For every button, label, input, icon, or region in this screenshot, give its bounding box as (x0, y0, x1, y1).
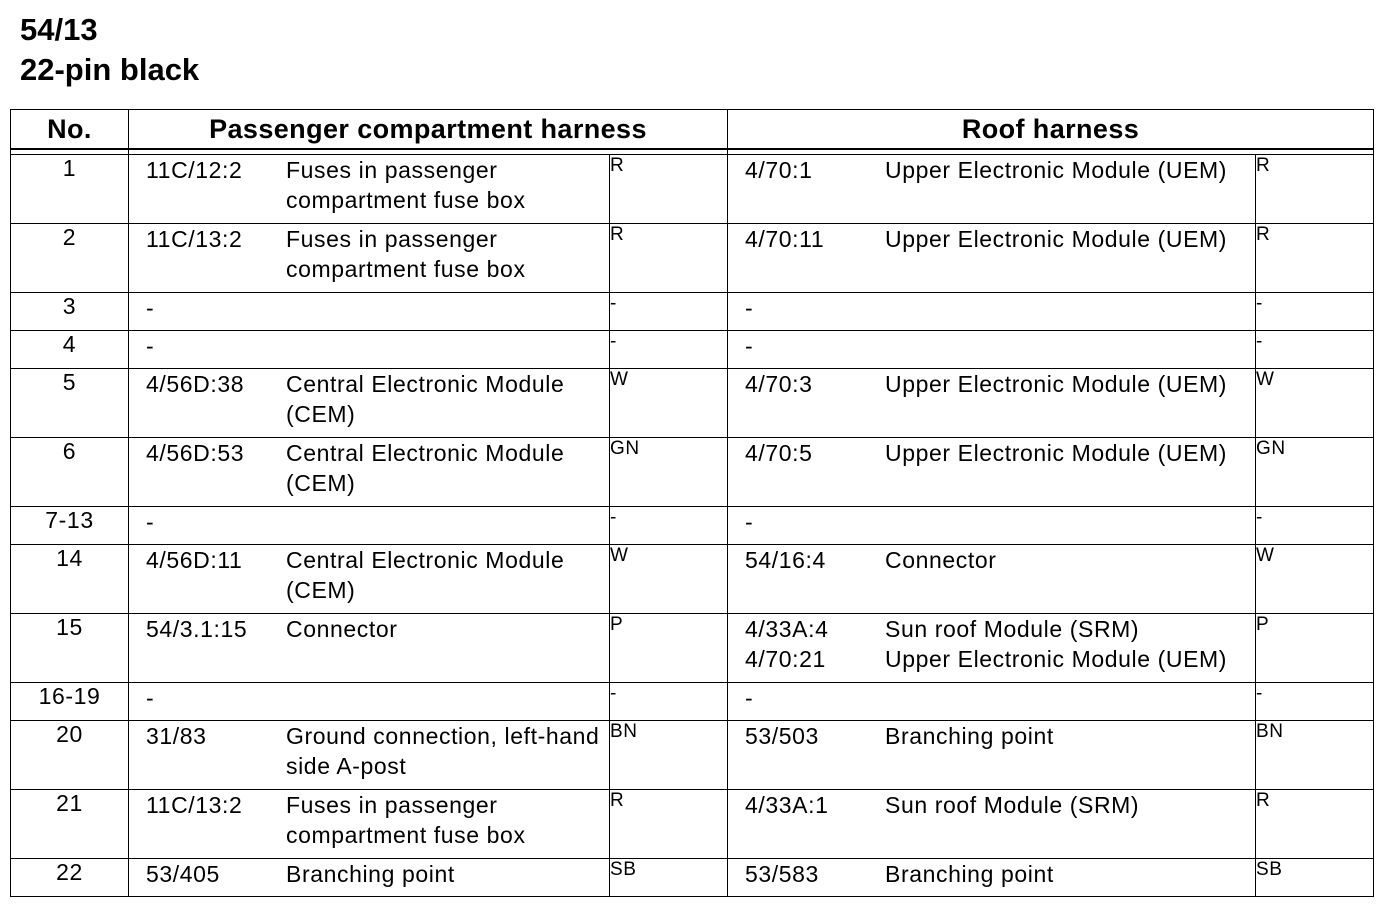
component-description: Ground connection, left-hand side A-post (286, 723, 600, 779)
pin-number: 16-19 (11, 683, 129, 721)
passenger-harness-cell (129, 293, 610, 331)
roof-harness-cell (728, 683, 1256, 721)
harness-entry (129, 331, 609, 361)
connector-ref: - (745, 295, 754, 321)
header-roof-harness: Roof harness (728, 110, 1374, 150)
roof-harness-cell (728, 721, 1256, 790)
pin-number: 14 (11, 545, 129, 614)
table-row (11, 369, 1374, 438)
passenger-wire-color: R (610, 155, 728, 224)
pin-table-body (11, 155, 1374, 897)
harness-entry (129, 545, 609, 605)
component-description: Connector (885, 547, 997, 573)
table-row (11, 293, 1374, 331)
roof-harness-cell (728, 614, 1256, 683)
connector-ref: 4/70:1 (745, 157, 813, 183)
component-description (286, 507, 609, 537)
component-description: Upper Electronic Module (UEM) (885, 646, 1228, 672)
component-description: Sun roof Module (SRM) (885, 792, 1140, 818)
component-description: Branching point (885, 723, 1054, 749)
roof-harness-cell (728, 545, 1256, 614)
component-description: Upper Electronic Module (UEM) (885, 371, 1228, 397)
connector-ref: 4/56D:53 (146, 440, 245, 466)
connector-ref: 54/16:4 (745, 547, 826, 573)
harness-entry (728, 155, 1255, 185)
connector-ref: 4/70:11 (745, 226, 825, 252)
roof-harness-cell (728, 369, 1256, 438)
harness-entry (129, 507, 609, 537)
passenger-wire-color: P (610, 614, 728, 683)
pin-number: 4 (11, 331, 129, 369)
connector-ref: 53/405 (146, 861, 220, 887)
table-row (11, 155, 1374, 224)
table-row (11, 224, 1374, 293)
passenger-harness-cell (129, 331, 610, 369)
passenger-harness-cell (129, 721, 610, 790)
harness-entry (728, 683, 1255, 713)
passenger-wire-color: - (610, 507, 728, 545)
connector-ref: - (146, 509, 155, 535)
component-description: Branching point (286, 861, 455, 887)
pin-table (10, 109, 1374, 897)
connector-ref: - (146, 295, 155, 321)
roof-harness-cell (728, 790, 1256, 859)
passenger-harness-cell (129, 790, 610, 859)
roof-harness-cell (728, 438, 1256, 507)
component-description: Fuses in passenger compartment fuse box (286, 157, 526, 213)
connector-ref: - (146, 333, 155, 359)
component-description (286, 683, 609, 713)
passenger-wire-color: GN (610, 438, 728, 507)
connector-ref: - (745, 509, 754, 535)
table-row (11, 545, 1374, 614)
passenger-wire-color: BN (610, 721, 728, 790)
component-description: Central Electronic Module (CEM) (286, 440, 565, 496)
roof-harness-cell (728, 155, 1256, 224)
component-description (885, 683, 1255, 713)
harness-entry (129, 683, 609, 713)
pin-number: 3 (11, 293, 129, 331)
table-row (11, 721, 1374, 790)
harness-entry (728, 438, 1255, 468)
component-description: Central Electronic Module (CEM) (286, 371, 565, 427)
roof-wire-color: BN (1256, 721, 1374, 790)
pin-number: 22 (11, 859, 129, 897)
component-description: Fuses in passenger compartment fuse box (286, 226, 526, 282)
pin-number: 1 (11, 155, 129, 224)
table-row (11, 614, 1374, 683)
passenger-wire-color: - (610, 331, 728, 369)
connector-ref: 54/3.1:15 (146, 616, 248, 642)
pin-number: 20 (11, 721, 129, 790)
component-description: Fuses in passenger compartment fuse box (286, 792, 526, 848)
table-row (11, 859, 1374, 897)
harness-entry (728, 545, 1255, 575)
connector-number: 54/13 (20, 12, 98, 47)
connector-ref: - (146, 685, 155, 711)
harness-entry (129, 155, 609, 215)
table-row (11, 438, 1374, 507)
passenger-harness-cell (129, 507, 610, 545)
roof-wire-color: R (1256, 155, 1374, 224)
harness-entry (129, 293, 609, 323)
harness-entry (129, 721, 609, 781)
component-description: Branching point (885, 861, 1054, 887)
passenger-harness-cell (129, 614, 610, 683)
harness-entry (129, 438, 609, 498)
connector-ref: 11C/13:2 (146, 226, 243, 252)
passenger-wire-color: SB (610, 859, 728, 897)
harness-entry (728, 507, 1255, 537)
pin-number: 6 (11, 438, 129, 507)
connector-ref: 53/503 (745, 723, 819, 749)
passenger-harness-cell (129, 683, 610, 721)
table-row (11, 790, 1374, 859)
harness-entry (129, 614, 609, 644)
connector-ref: - (745, 333, 754, 359)
passenger-harness-cell (129, 224, 610, 293)
connector-ref: 4/70:21 (745, 646, 826, 672)
passenger-harness-cell (129, 859, 610, 897)
passenger-wire-color: R (610, 790, 728, 859)
pin-number: 5 (11, 369, 129, 438)
table-row (11, 331, 1374, 369)
roof-wire-color: - (1256, 293, 1374, 331)
harness-entry (728, 369, 1255, 399)
passenger-harness-cell (129, 369, 610, 438)
harness-entry (129, 369, 609, 429)
roof-wire-color: - (1256, 683, 1374, 721)
component-description: Upper Electronic Module (UEM) (885, 440, 1228, 466)
component-description (286, 331, 609, 361)
harness-entry (728, 644, 1255, 674)
connector-ref: 4/70:3 (745, 371, 813, 397)
table-row (11, 683, 1374, 721)
harness-entry (728, 293, 1255, 323)
pin-number: 15 (11, 614, 129, 683)
component-description: Upper Electronic Module (UEM) (885, 226, 1228, 252)
passenger-wire-color: - (610, 293, 728, 331)
pin-number: 2 (11, 224, 129, 293)
roof-wire-color: GN (1256, 438, 1374, 507)
roof-wire-color: W (1256, 369, 1374, 438)
harness-entry (728, 721, 1255, 751)
harness-entry (728, 331, 1255, 361)
harness-entry (129, 224, 609, 284)
passenger-wire-color: W (610, 545, 728, 614)
passenger-wire-color: W (610, 369, 728, 438)
component-description: Upper Electronic Module (UEM) (885, 157, 1228, 183)
roof-harness-cell (728, 224, 1256, 293)
passenger-harness-cell (129, 155, 610, 224)
connector-ref: 4/33A:1 (745, 792, 829, 818)
connector-ref: 4/56D:38 (146, 371, 245, 397)
component-description: Connector (286, 616, 398, 642)
roof-wire-color: W (1256, 545, 1374, 614)
pin-number: 7-13 (11, 507, 129, 545)
component-description: Sun roof Module (SRM) (885, 616, 1140, 642)
component-description: Central Electronic Module (CEM) (286, 547, 565, 603)
harness-entry (728, 790, 1255, 820)
roof-harness-cell (728, 293, 1256, 331)
harness-entry (728, 224, 1255, 254)
table-header-row (11, 110, 1374, 150)
passenger-harness-cell (129, 438, 610, 507)
header-no: No. (11, 110, 129, 150)
header-passenger-harness: Passenger compartment harness (129, 110, 728, 150)
connector-description: 22-pin black (20, 52, 200, 87)
pin-number: 21 (11, 790, 129, 859)
page-title (20, 10, 199, 90)
harness-entry (728, 859, 1255, 889)
connector-ref: - (745, 685, 754, 711)
component-description (885, 293, 1255, 323)
component-description (885, 331, 1255, 361)
connector-ref: 4/56D:11 (146, 547, 243, 573)
passenger-wire-color: R (610, 224, 728, 293)
connector-ref: 11C/12:2 (146, 157, 243, 183)
passenger-wire-color: - (610, 683, 728, 721)
passenger-harness-cell (129, 545, 610, 614)
table-row (11, 507, 1374, 545)
connector-ref: 4/33A:4 (745, 616, 829, 642)
roof-wire-color: R (1256, 790, 1374, 859)
roof-wire-color: - (1256, 331, 1374, 369)
roof-wire-color: R (1256, 224, 1374, 293)
roof-harness-cell (728, 331, 1256, 369)
connector-ref: 53/583 (745, 861, 819, 887)
harness-entry (129, 790, 609, 850)
component-description (885, 507, 1255, 537)
harness-entry (728, 614, 1255, 644)
connector-ref: 11C/13:2 (146, 792, 243, 818)
roof-harness-cell (728, 859, 1256, 897)
component-description (286, 293, 609, 323)
roof-wire-color: P (1256, 614, 1374, 683)
roof-wire-color: - (1256, 507, 1374, 545)
connector-ref: 4/70:5 (745, 440, 813, 466)
roof-harness-cell (728, 507, 1256, 545)
harness-entry (129, 859, 609, 889)
roof-wire-color: SB (1256, 859, 1374, 897)
connector-ref: 31/83 (146, 723, 207, 749)
